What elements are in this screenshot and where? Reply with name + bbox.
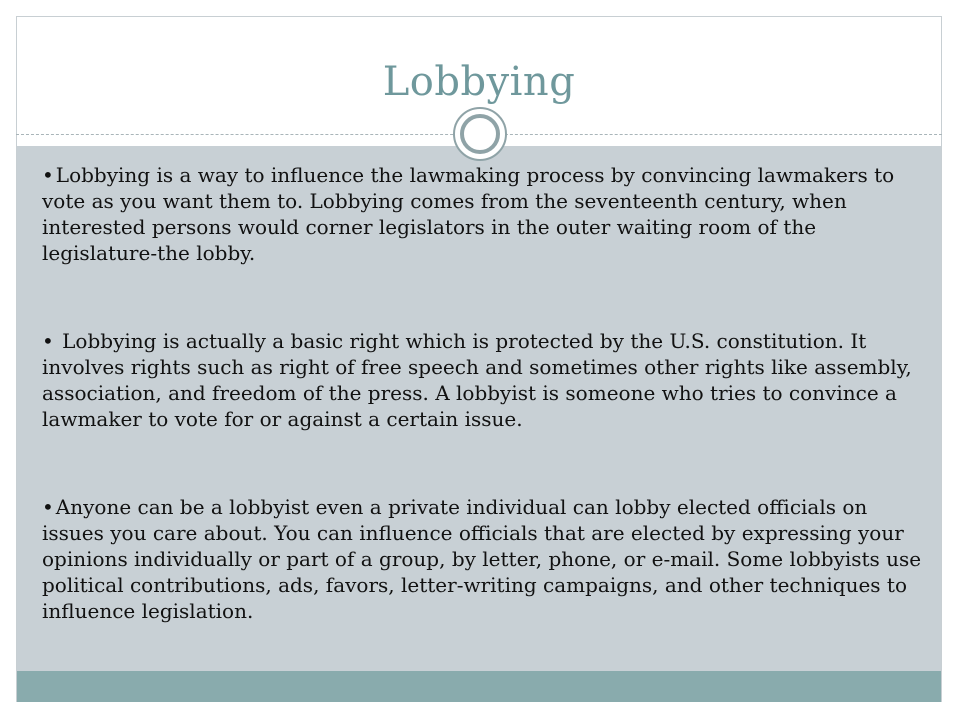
bullet-list xyxy=(42,162,922,624)
footer-bar xyxy=(17,671,941,702)
bullet-text: Anyone can be a lobbyist even a private individual can lobby elected officials on issues you care about. You can influence officials that are elected by expressing your opinions individually or part of a group, by letter, phone, or e-mail. Some lobbyists use political contributions, ads, favors, letter-writing campaigns, and other techniques to influence legislation. xyxy=(42,495,922,623)
bullet-item xyxy=(42,162,922,266)
bullet-marker: • xyxy=(42,163,54,187)
slide-title: Lobbying xyxy=(382,59,576,105)
bullet-marker: • xyxy=(42,495,54,519)
bullet-text: Lobbying is a way to influence the lawmaking process by convincing lawmakers to vote as you want them to. Lobbying comes from the seventeenth century, when interested persons would corner legislators in the outer waiting room of the legislature-the lobby. xyxy=(42,163,895,265)
bullet-marker: • xyxy=(42,329,54,353)
circle-ornament-icon xyxy=(453,107,507,161)
bullet-item xyxy=(42,328,922,432)
bullet-item xyxy=(42,494,922,624)
bullet-text: Lobbying is actually a basic right which is protected by the U.S. constitution. It involves rights such as right of free speech and sometimes other rights like assembly, association, and freedom of the press. A lobbyist is someone who tries to convince a lawmaker to vote for or against a certain issue. xyxy=(42,329,912,431)
circle-ornament-inner xyxy=(460,114,500,154)
